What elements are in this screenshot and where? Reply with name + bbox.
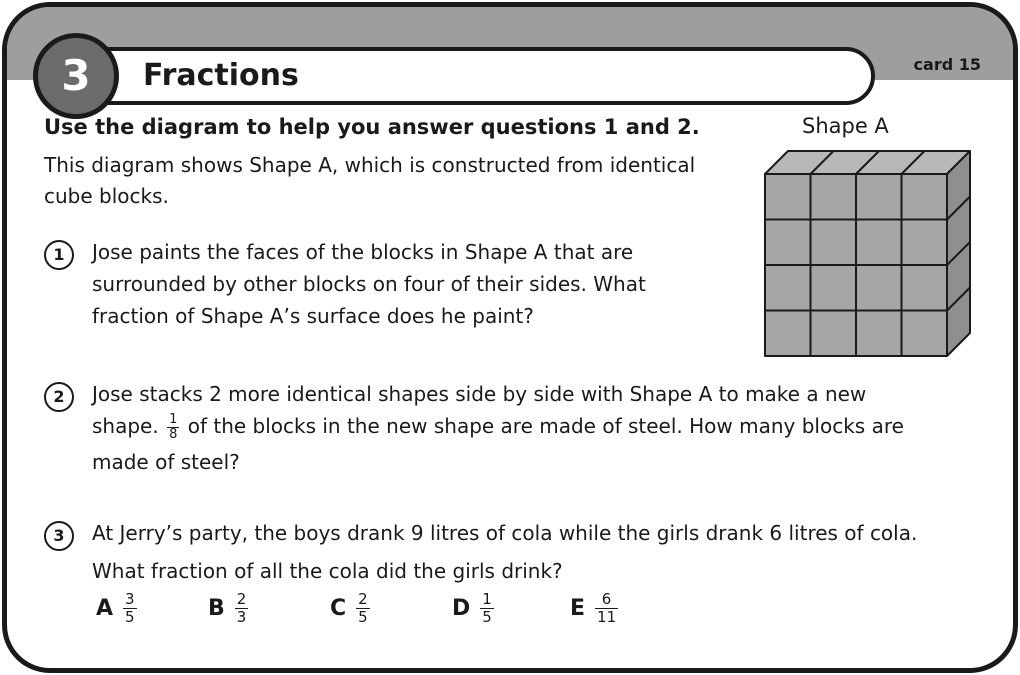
option-c[interactable] bbox=[330, 591, 372, 626]
shape-a-diagram bbox=[760, 146, 972, 358]
fraction-numerator: 2 bbox=[358, 590, 368, 608]
option-letter: B bbox=[208, 596, 225, 621]
question-number: 2 bbox=[44, 382, 74, 412]
fraction-denominator: 5 bbox=[125, 608, 135, 626]
option-letter: A bbox=[96, 596, 114, 621]
diagram-label: Shape A bbox=[802, 114, 889, 138]
option-letter: C bbox=[330, 596, 347, 621]
option-fraction bbox=[595, 591, 618, 626]
fraction-numerator: 2 bbox=[236, 590, 247, 608]
fraction-denominator: 8 bbox=[169, 427, 178, 442]
answer-options bbox=[96, 591, 696, 633]
option-d[interactable] bbox=[452, 591, 496, 626]
instruction-text: Use the diagram to help you answer questions 1 and 2. bbox=[44, 115, 700, 139]
option-a[interactable] bbox=[96, 591, 139, 626]
fraction-denominator: 11 bbox=[597, 608, 617, 626]
section-number-badge: 3 bbox=[33, 33, 119, 119]
option-e[interactable] bbox=[570, 591, 620, 626]
option-fraction bbox=[356, 591, 370, 626]
question-line: Jose stacks 2 more identical shapes side by side with Shape A to make a new bbox=[92, 382, 867, 406]
fraction-denominator: 5 bbox=[358, 608, 368, 626]
option-fraction bbox=[123, 591, 137, 626]
fraction-numerator: 3 bbox=[125, 590, 135, 608]
question-text: of the blocks in the new shape are made of steel. How many blocks are bbox=[187, 414, 904, 438]
fraction-denominator: 5 bbox=[482, 608, 492, 626]
option-fraction bbox=[235, 591, 249, 626]
option-letter: E bbox=[570, 596, 586, 621]
question-line: At Jerry’s party, the boys drank 9 litres of cola while the girls drank 6 litres of cola. bbox=[92, 521, 918, 545]
title-pill bbox=[61, 47, 875, 105]
question-line: Jose paints the faces of the blocks in Shape A that are bbox=[92, 240, 634, 264]
fraction-one-eighth bbox=[167, 413, 179, 442]
question-line: fraction of Shape A’s surface does he paint? bbox=[92, 304, 534, 328]
fraction-numerator: 6 bbox=[601, 590, 612, 608]
page-title: Fractions bbox=[143, 58, 299, 93]
question-text: shape. bbox=[92, 414, 159, 438]
option-letter: D bbox=[452, 596, 471, 621]
option-fraction bbox=[480, 591, 494, 626]
intro-text: This diagram shows Shape A, which is constructed from identical cube blocks. bbox=[44, 153, 696, 208]
fraction-numerator: 1 bbox=[169, 412, 178, 427]
card-label: card 15 bbox=[913, 55, 981, 74]
question-line: made of steel? bbox=[92, 450, 240, 474]
question-line: What fraction of all the cola did the girls drink? bbox=[92, 559, 563, 583]
question-number: 1 bbox=[44, 240, 74, 270]
question-line bbox=[92, 410, 904, 446]
option-b[interactable] bbox=[208, 591, 250, 626]
question-line: surrounded by other blocks on four of their sides. What bbox=[92, 272, 646, 296]
question-number: 3 bbox=[44, 521, 74, 551]
fraction-denominator: 3 bbox=[236, 608, 247, 626]
fraction-numerator: 1 bbox=[482, 590, 492, 608]
